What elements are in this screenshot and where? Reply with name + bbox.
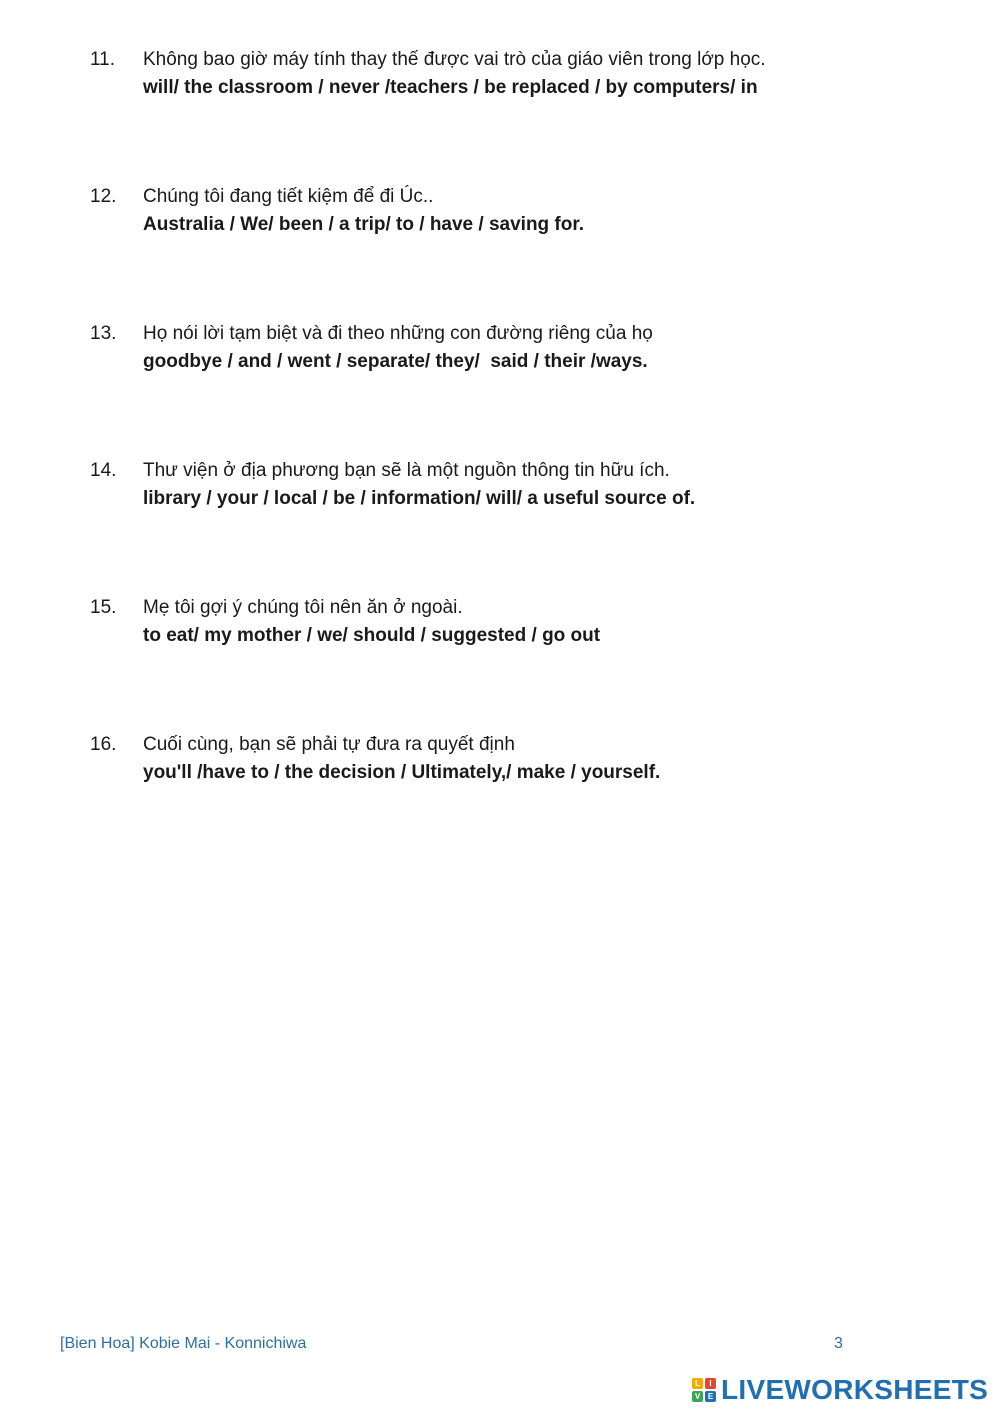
scrambled-words: to eat/ my mother / we/ should / suggested / go out [143, 625, 601, 646]
exercise-body [143, 46, 950, 102]
exercise-item [90, 731, 950, 868]
exercise-number: 13. [90, 323, 117, 344]
exercise-body [143, 457, 950, 513]
exercise-item [90, 320, 950, 457]
exercise-item [90, 594, 950, 731]
vietnamese-sentence: Cuối cùng, bạn sẽ phải tự đưa ra quyết định [143, 734, 515, 755]
exercise-item [90, 457, 950, 594]
exercise-number: 11. [90, 49, 116, 70]
vietnamese-sentence: Thư viện ở địa phương bạn sẽ là một nguồn thông tin hữu ích. [143, 460, 670, 481]
liveworksheets-logo-icon [692, 1378, 716, 1402]
exercise-item [90, 183, 950, 320]
exercise-body [143, 183, 950, 239]
liveworksheets-brand [692, 1374, 988, 1406]
vietnamese-sentence: Chúng tôi đang tiết kiệm để đi Úc.. [143, 186, 434, 207]
logo-tile: V [692, 1391, 703, 1402]
vietnamese-sentence: Mẹ tôi gợi ý chúng tôi nên ăn ở ngoài. [143, 597, 463, 618]
footer-credit: [Bien Hoa] Kobie Mai - Konnichiwa [60, 1335, 307, 1352]
page-number: 3 [834, 1335, 843, 1352]
scrambled-words: will/ the classroom / never /teachers / be replaced / by computers/ in [143, 77, 758, 98]
exercise-number: 15. [90, 597, 117, 618]
vietnamese-sentence: Họ nói lời tạm biệt và đi theo những con đường riêng của họ [143, 323, 653, 344]
brand-name: LIVEWORKSHEETS [721, 1374, 989, 1405]
scrambled-words: you'll /have to / the decision / Ultimately,/ make / yourself. [143, 762, 661, 783]
exercise-body [143, 731, 950, 787]
logo-tile: L [692, 1378, 703, 1389]
exercise-number: 14. [90, 460, 117, 481]
logo-tile: I [705, 1378, 716, 1389]
exercise-body [143, 594, 950, 650]
exercise-item [90, 46, 950, 183]
vietnamese-sentence: Không bao giờ máy tính thay thế được vai trò của giáo viên trong lớp học. [143, 49, 766, 70]
logo-tile: E [705, 1391, 716, 1402]
scrambled-words: library / your / local / be / information/ will/ a useful source of. [143, 488, 696, 509]
scrambled-words: goodbye / and / went / separate/ they/ said / their /ways. [143, 351, 648, 372]
exercise-number: 16. [90, 734, 117, 755]
exercise-number: 12. [90, 186, 117, 207]
exercise-list [90, 46, 950, 868]
exercise-body [143, 320, 950, 376]
scrambled-words: Australia / We/ been / a trip/ to / have / saving for. [143, 214, 584, 235]
